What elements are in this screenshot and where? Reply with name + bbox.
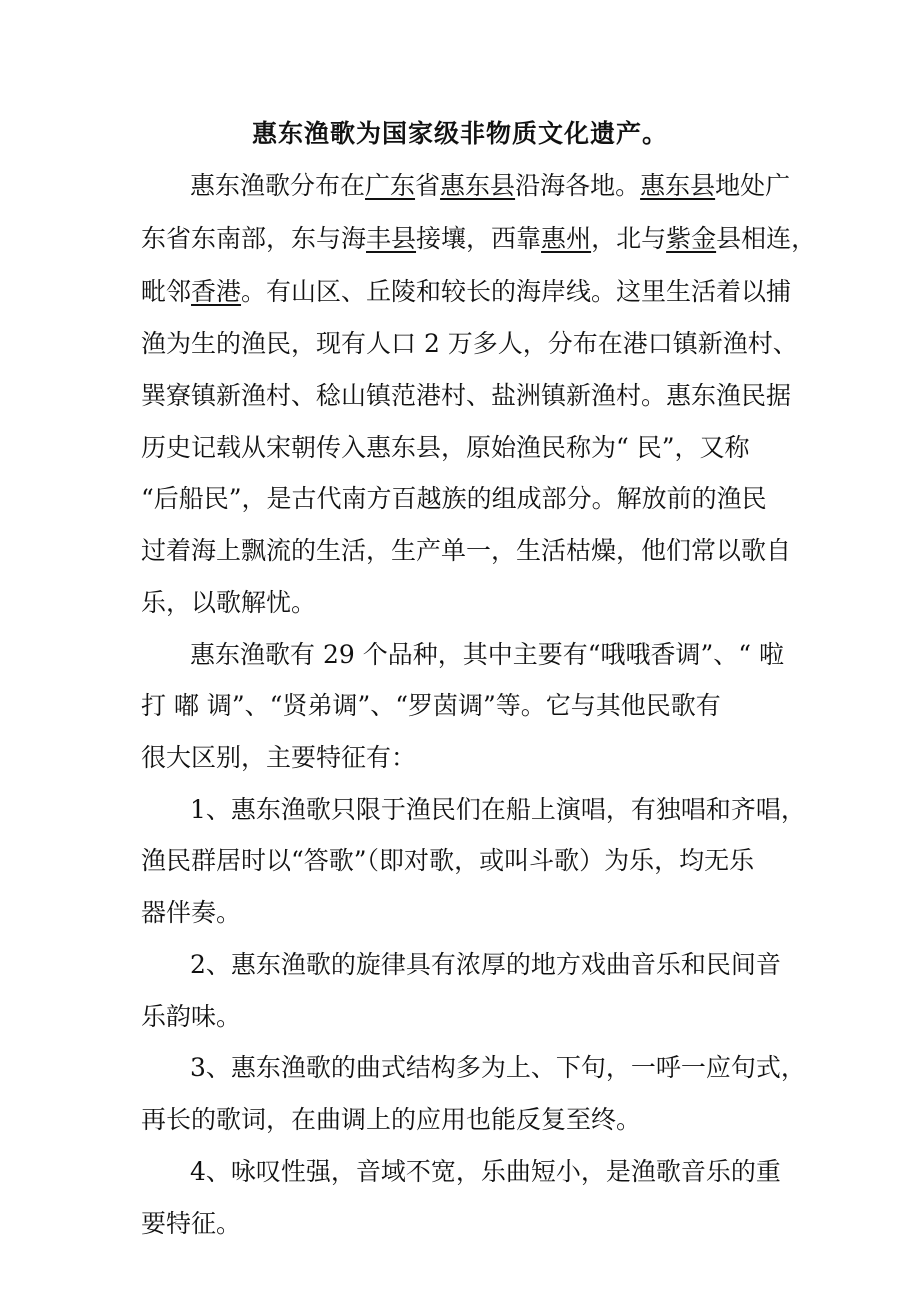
list-item-line: 4、咏叹性强，音域不宽，乐曲短小，是渔歌音乐的重 <box>190 1157 781 1186</box>
list-item-line: 2、惠东渔歌的旋律具有浓厚的地方戏曲音乐和民间音 <box>190 950 781 979</box>
paragraph-line: 历史记载从宋朝传入惠东县，原始渔民称为“ 民”，又称 <box>141 433 750 462</box>
list-item-line: 乐韵味。 <box>141 1002 242 1031</box>
list-item-line: 器伴奏。 <box>141 898 242 927</box>
list-item-line: 3、惠东渔歌的曲式结构多为上、下句，一呼一应句式， <box>190 1053 806 1082</box>
paragraph-line: 东省东南部，东与海丰县接壤，西靠惠州，北与紫金县相连， <box>141 224 817 253</box>
paragraph-line: “后船民”，是古代南方百越族的组成部分。解放前的渔民 <box>141 484 767 513</box>
document-title: 惠东渔歌为国家级非物质文化遗产。 <box>251 119 668 148</box>
list-item-line: 渔民群居时以“答歌”（即对歌，或叫斗歌）为乐，均无乐 <box>141 846 755 875</box>
link-香港[interactable]: 香港 <box>191 277 242 306</box>
paragraph-line: 毗邻香港。有山区、丘陵和较长的海岸线。这里生活着以捕 <box>141 277 792 306</box>
paragraph-line: 很大区别，主要特征有： <box>141 743 417 772</box>
paragraph-line: 过着海上飘流的生活，生产单一，生活枯燥，他们常以歌自 <box>141 536 792 565</box>
link-惠东县[interactable]: 惠东县 <box>440 171 516 200</box>
list-item-line: 要特征。 <box>141 1209 242 1238</box>
paragraph-line: 打 嘟 调”、“贤弟调”、“罗茵调”等。它与其他民歌有 <box>141 691 721 720</box>
paragraph-line: 惠东渔歌有 29 个品种，其中主要有“哦哦香调”、“ 啦 <box>190 640 784 669</box>
link-惠东县[interactable]: 惠东县 <box>640 171 716 200</box>
paragraph-line: 渔为生的渔民，现有人口 2 万多人，分布在港口镇新渔村、 <box>141 329 798 358</box>
list-item-line: 1、惠东渔歌只限于渔民们在船上演唱，有独唱和齐唱， <box>190 795 806 824</box>
link-丰县[interactable]: 丰县 <box>366 224 417 253</box>
link-紫金[interactable]: 紫金 <box>666 224 717 253</box>
link-惠州[interactable]: 惠州 <box>541 224 592 253</box>
paragraph-line: 乐，以歌解忧。 <box>141 588 317 617</box>
paragraph-line: 惠东渔歌分布在广东省惠东县沿海各地。惠东县地处广 <box>190 171 791 200</box>
link-广东[interactable]: 广东 <box>365 171 416 200</box>
list-item-line: 再长的歌词，在曲调上的应用也能反复至终。 <box>141 1105 642 1134</box>
paragraph-line: 巽寮镇新渔村、稔山镇范港村、盐洲镇新渔村。惠东渔民据 <box>141 381 792 410</box>
